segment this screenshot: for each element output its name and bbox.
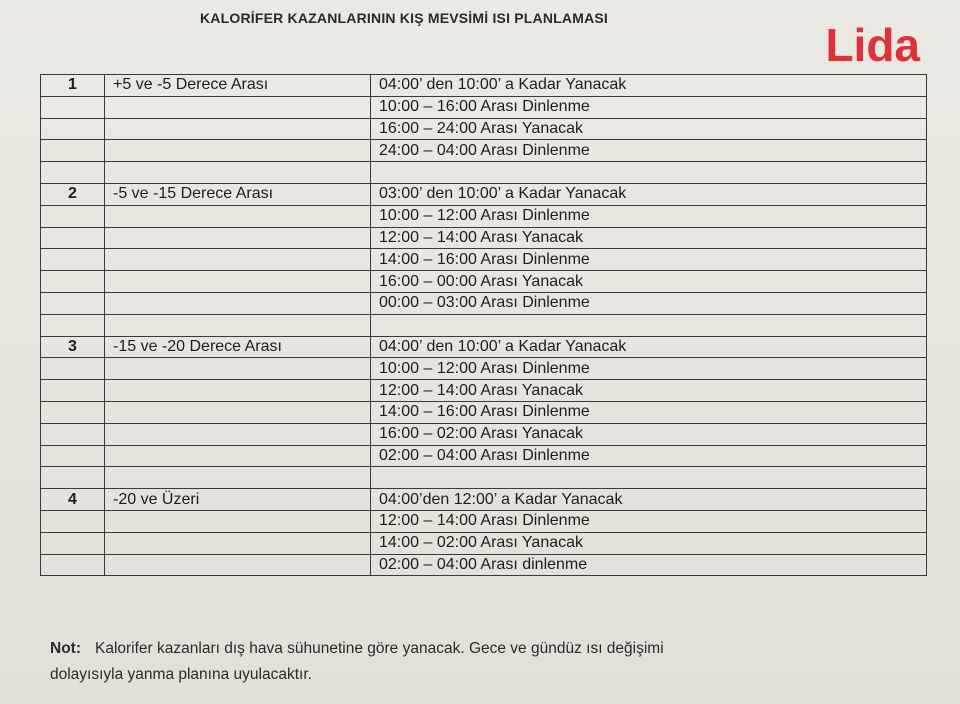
- row-number-cell: [41, 271, 105, 293]
- table-row: [41, 358, 927, 380]
- table-row: [41, 162, 927, 184]
- row-number-cell: [41, 423, 105, 445]
- row-number-cell: 4: [41, 489, 105, 511]
- table-row: [41, 205, 927, 227]
- note-block: [50, 636, 910, 688]
- row-number-cell: [41, 227, 105, 249]
- schedule-time-cell: [371, 314, 927, 336]
- table-row: [41, 336, 927, 358]
- schedule-time-cell: 10:00 – 12:00 Arası Dinlenme: [371, 205, 927, 227]
- table-row: [41, 314, 927, 336]
- row-number-cell: [41, 554, 105, 576]
- schedule-time-cell: 04:00’ den 10:00’ a Kadar Yanacak: [371, 75, 927, 97]
- schedule-time-cell: 04:00’den 12:00’ a Kadar Yanacak: [371, 489, 927, 511]
- table-row: [41, 292, 927, 314]
- schedule-time-cell: 03:00’ den 10:00’ a Kadar Yanacak: [371, 183, 927, 205]
- table-row: [41, 227, 927, 249]
- temperature-range-cell: +5 ve -5 Derece Arası: [105, 75, 371, 97]
- row-number-cell: [41, 380, 105, 402]
- row-number-cell: [41, 205, 105, 227]
- note-text-1: Kalorifer kazanları dış hava sühunetine göre yanacak. Gece ve gündüz ısı değişimi: [95, 640, 664, 657]
- temperature-range-cell: [105, 532, 371, 554]
- row-number-cell: [41, 140, 105, 162]
- table-row: [41, 532, 927, 554]
- row-number-cell: [41, 118, 105, 140]
- temperature-range-cell: -5 ve -15 Derece Arası: [105, 183, 371, 205]
- row-number-cell: [41, 96, 105, 118]
- temperature-range-cell: [105, 380, 371, 402]
- temperature-range-cell: [105, 401, 371, 423]
- table-row: [41, 510, 927, 532]
- schedule-time-cell: 00:00 – 03:00 Arası Dinlenme: [371, 292, 927, 314]
- note-line-1: [50, 636, 910, 662]
- table-row: [41, 554, 927, 576]
- table-row: [41, 401, 927, 423]
- schedule-time-cell: 02:00 – 04:00 Arası dinlenme: [371, 554, 927, 576]
- schedule-time-cell: 14:00 – 02:00 Arası Yanacak: [371, 532, 927, 554]
- temperature-range-cell: [105, 227, 371, 249]
- temperature-range-cell: [105, 358, 371, 380]
- table-row: [41, 118, 927, 140]
- note-label: Not:: [50, 640, 81, 657]
- table-row: [41, 249, 927, 271]
- schedule-time-cell: 12:00 – 14:00 Arası Dinlenme: [371, 510, 927, 532]
- temperature-range-cell: [105, 249, 371, 271]
- schedule-time-cell: [371, 162, 927, 184]
- temperature-range-cell: [105, 423, 371, 445]
- temperature-range-cell: -15 ve -20 Derece Arası: [105, 336, 371, 358]
- table-row: [41, 75, 927, 97]
- table-row: [41, 489, 927, 511]
- row-number-cell: [41, 401, 105, 423]
- row-number-cell: [41, 510, 105, 532]
- schedule-time-cell: 02:00 – 04:00 Arası Dinlenme: [371, 445, 927, 467]
- table-row: [41, 467, 927, 489]
- schedule-time-cell: 16:00 – 24:00 Arası Yanacak: [371, 118, 927, 140]
- schedule-time-cell: 16:00 – 02:00 Arası Yanacak: [371, 423, 927, 445]
- row-number-cell: 2: [41, 183, 105, 205]
- temperature-range-cell: [105, 445, 371, 467]
- temperature-range-cell: [105, 554, 371, 576]
- heating-schedule-table: [40, 74, 927, 576]
- table-row: [41, 183, 927, 205]
- table-row: [41, 271, 927, 293]
- document-title: KALORİFER KAZANLARININ KIŞ MEVSİMİ ISI PLANLAMASI: [200, 10, 609, 26]
- temperature-range-cell: [105, 140, 371, 162]
- schedule-time-cell: 10:00 – 16:00 Arası Dinlenme: [371, 96, 927, 118]
- schedule-table-body: [41, 75, 927, 576]
- schedule-time-cell: 12:00 – 14:00 Arası Yanacak: [371, 380, 927, 402]
- table-row: [41, 140, 927, 162]
- row-number-cell: [41, 467, 105, 489]
- table-row: [41, 380, 927, 402]
- row-number-cell: 1: [41, 75, 105, 97]
- schedule-time-cell: 14:00 – 16:00 Arası Dinlenme: [371, 249, 927, 271]
- brand-watermark: Lida: [825, 19, 920, 71]
- row-number-cell: [41, 445, 105, 467]
- table-row: [41, 423, 927, 445]
- row-number-cell: [41, 532, 105, 554]
- schedule-time-cell: [371, 467, 927, 489]
- temperature-range-cell: [105, 96, 371, 118]
- row-number-cell: [41, 162, 105, 184]
- temperature-range-cell: [105, 467, 371, 489]
- temperature-range-cell: [105, 271, 371, 293]
- schedule-time-cell: 12:00 – 14:00 Arası Yanacak: [371, 227, 927, 249]
- temperature-range-cell: [105, 162, 371, 184]
- temperature-range-cell: [105, 510, 371, 532]
- schedule-time-cell: 04:00’ den 10:00’ a Kadar Yanacak: [371, 336, 927, 358]
- schedule-time-cell: 14:00 – 16:00 Arası Dinlenme: [371, 401, 927, 423]
- row-number-cell: 3: [41, 336, 105, 358]
- schedule-time-cell: 10:00 – 12:00 Arası Dinlenme: [371, 358, 927, 380]
- table-row: [41, 96, 927, 118]
- temperature-range-cell: [105, 205, 371, 227]
- row-number-cell: [41, 358, 105, 380]
- temperature-range-cell: [105, 118, 371, 140]
- schedule-time-cell: 24:00 – 04:00 Arası Dinlenme: [371, 140, 927, 162]
- row-number-cell: [41, 314, 105, 336]
- note-line-2: dolayısıyla yanma planına uyulacaktır.: [50, 666, 312, 683]
- temperature-range-cell: [105, 292, 371, 314]
- table-row: [41, 445, 927, 467]
- row-number-cell: [41, 249, 105, 271]
- temperature-range-cell: -20 ve Üzeri: [105, 489, 371, 511]
- temperature-range-cell: [105, 314, 371, 336]
- row-number-cell: [41, 292, 105, 314]
- schedule-time-cell: 16:00 – 00:00 Arası Yanacak: [371, 271, 927, 293]
